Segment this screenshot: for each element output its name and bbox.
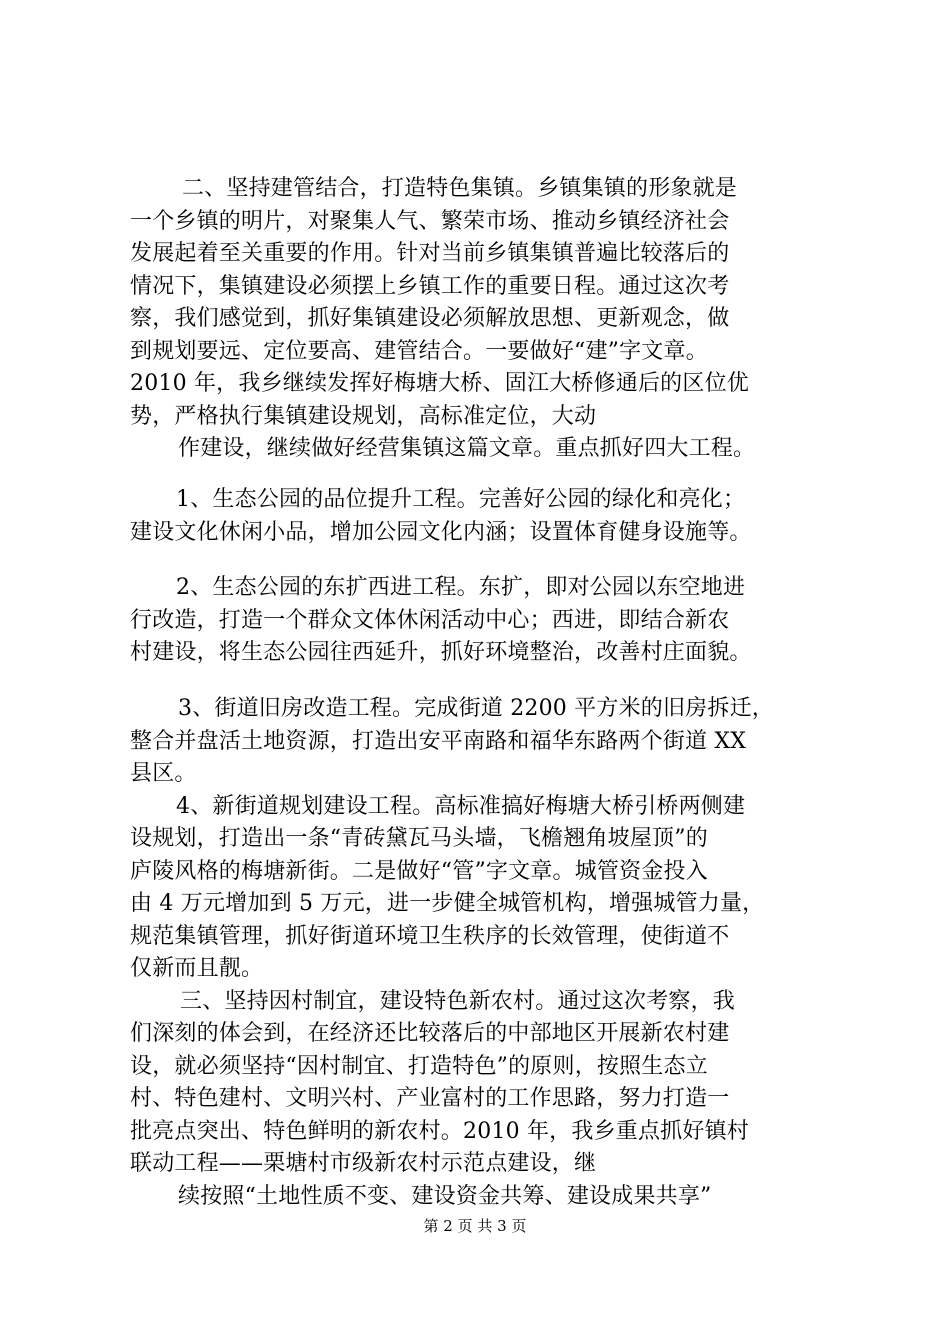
text-line: 情况下，集镇建设必须摆上乡镇工作的重要日程。通过这次考 — [130, 273, 730, 299]
text-line: 村、特色建村、文明兴村、产业富村的工作思路，努力打造一 — [130, 1086, 730, 1111]
text-line: 察，我们感觉到，抓好集镇建设必须解放思想、更新观念，做 — [130, 306, 730, 331]
page-footer: 第 2 页 共 3 页 — [423, 1217, 527, 1235]
text-line: 设规划，打造出一条“青砖黛瓦马头墙，飞檐翘角坡屋顶”的 — [130, 826, 708, 851]
text-line: 仅新而且靓。 — [130, 956, 264, 981]
text-line: 一个乡镇的明片，对聚集人气、繁荣市场、推动乡镇经济社会 — [130, 208, 730, 234]
text-line: 3、街道旧房改造工程。完成街道 2200 平方米的旧房拆迁， — [178, 696, 774, 721]
text-block — [130, 572, 830, 670]
text-block — [130, 484, 830, 549]
text-line: 县区。 — [130, 761, 197, 786]
text-line: 续按照“土地性质不变、建设资金共筹、建设成果共享” — [178, 1183, 712, 1209]
text-line: 批亮点突出、特色鲜明的新农村。2010 年，我乡重点抓好镇村 — [130, 1118, 749, 1144]
text-line: 村建设，将生态公园往西延升，抓好环境整治，改善村庄面貌。 — [130, 640, 752, 665]
text-line: 1、生态公园的品位提升工程。完善好公园的绿化和亮化； — [176, 487, 746, 512]
text-line: 规范集镇管理，抓好街道环境卫生秩序的长效管理，使街道不 — [130, 923, 730, 949]
text-line: 2010 年，我乡继续发挥好梅塘大桥、固江大桥修通后的区位优 — [130, 371, 749, 396]
text-block — [130, 693, 830, 1213]
text-line: 们深刻的体会到，在经济还比较落后的中部地区开展新农村建 — [130, 1021, 730, 1046]
text-block — [130, 173, 830, 466]
text-line: 行改造，打造一个群众文体休闲活动中心；西进，即结合新农 — [130, 607, 730, 633]
text-line: 发展起着至关重要的作用。针对当前乡镇集镇普遍比较落后的 — [130, 241, 730, 266]
text-line: 作建设，继续做好经营集镇这篇文章。重点抓好四大工程。 — [178, 436, 756, 461]
text-line: 设，就必须坚持“因村制宜、打造特色”的原则，按照生态立 — [130, 1053, 708, 1079]
text-line: 4、新街道规划建设工程。高标准搞好梅塘大桥引桥两侧建 — [176, 793, 746, 819]
text-line: 庐陵风格的梅塘新街。二是做好“管”字文章。城管资金投入 — [130, 858, 708, 884]
text-line: 联动工程——栗塘村市级新农村示范点建设，继 — [130, 1151, 597, 1176]
text-line: 整合并盘活土地资源，打造出安平南路和福华东路两个街道 XX — [130, 728, 747, 754]
text-line: 三、坚持因村制宜，建设特色新农村。通过这次考察，我 — [180, 988, 736, 1014]
text-line: 到规划要远、定位要高、建管结合。一要做好“建”字文章。 — [130, 338, 708, 364]
text-line: 2、生态公园的东扩西进工程。东扩，即对公园以东空地进 — [176, 575, 746, 600]
text-line: 由 4 万元增加到 5 万元，进一步健全城管机构，增强城管力量， — [130, 891, 765, 916]
text-line: 势，严格执行集镇建设规划，高标准定位，大动 — [130, 403, 597, 429]
text-line: 建设文化休闲小品，增加公园文化内涵；设置体育健身设施等。 — [130, 519, 752, 545]
text-line: 二、坚持建管结合，打造特色集镇。乡镇集镇的形象就是 — [182, 176, 738, 201]
